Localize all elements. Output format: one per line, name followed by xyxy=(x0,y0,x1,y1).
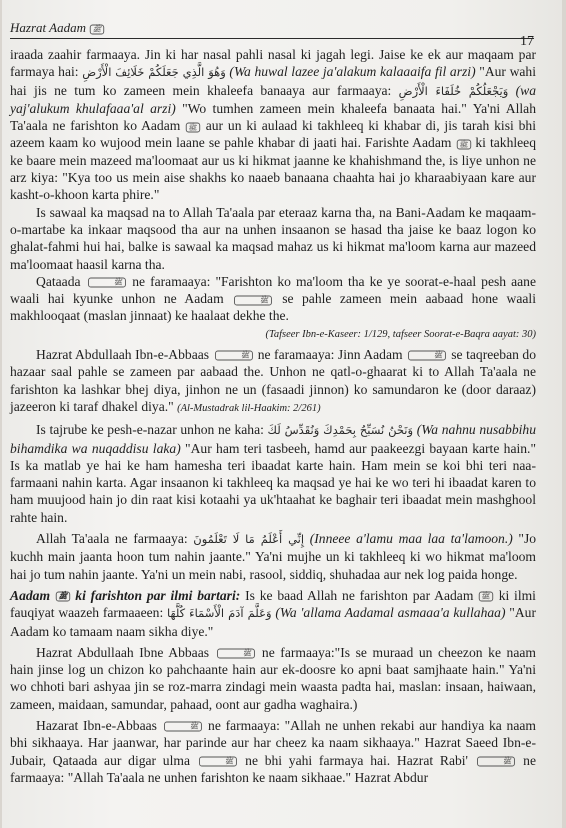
p1-arabic-1: وَهُوَ الَّذِي جَعَلَكُمْ خَلَائِفَ الْأَرْضِ xyxy=(82,65,226,80)
running-head-title: Hazrat Aadam xyxy=(10,20,86,35)
p9-text-c: ne bhi yahi farmaya hai. Hazrat Rabi' xyxy=(245,752,469,768)
p7-text-a: Is ke baad Allah ne farishton par Aadam xyxy=(245,587,474,603)
honorific-seal-icon: ﷺ xyxy=(477,757,515,767)
page-number: 17 xyxy=(520,34,534,49)
p5-arabic: وَنَحْنُ نُسَبِّحُ بِحَمْدِكَ وَنُقَدِّسُ لَكَ xyxy=(267,423,414,438)
paragraph-7 xyxy=(10,587,536,640)
honorific-seal-icon: ﷺ xyxy=(56,592,70,602)
p9-text-b: ne farmaaya: "Allah ne unhen rekabi aur handiya ka naam bhi sikhaaya. Har jaanwar, har parinde aur har cheez ka naam sikhaaya." Hazrat Saeed Ibn-e-Jubair, Qataada aur digar ulma xyxy=(10,717,536,768)
honorific-seal-icon: ﷺ xyxy=(408,351,446,361)
p7-text-c: "Aur Aadam ko tamaam naam sikha diye." xyxy=(10,605,536,639)
honorific-seal-icon: ﷺ xyxy=(164,722,202,732)
p6-translit: (Inneee a'lamu maa laa ta'lamoon.) xyxy=(309,531,513,547)
p3-text-b: ne faramaaya: "Farishton ko ma'loom tha ke ye soorat-e-haal pesh aane waali hai kyunke unhon ne Aadam xyxy=(10,273,537,307)
honorific-seal-icon: ﷺ xyxy=(199,757,237,767)
reference-citation: (Al-Mustadrak lil-Haakim: 2/261) xyxy=(177,402,321,414)
paragraph-1 xyxy=(10,46,536,204)
p6-text-a: Allah Ta'aala ne farmaaya: xyxy=(36,531,188,547)
paragraph-9 xyxy=(10,717,536,786)
p1-translit-1: (Wa huwal lazee ja'alakum kalaaaifa fil arzi) xyxy=(229,64,476,80)
paragraph-3 xyxy=(10,273,536,325)
page-header xyxy=(10,8,534,49)
book-page xyxy=(2,0,562,828)
honorific-seal-icon: ﷺ xyxy=(456,139,470,149)
paragraph-4 xyxy=(10,346,536,417)
p4-text-b: ne faramaaya: Jinn Aadam xyxy=(257,347,403,363)
p1-translit-2: (wa yaj'alukum khulafaaa'al arzi) xyxy=(10,82,536,116)
honorific-seal-icon: ﷺ xyxy=(90,24,104,34)
paragraph-2: Is sawaal ka maqsad na to Allah Ta'aala par eteraaz karna tha, na Bani-Aadam ke maqaam-o-martabe ka inkaar maqsood tha aur na unhen insaanon se hasad tha jaise ke baaz logon ko ghalat-fahmi hui hai, balke is sawaal ka maqsad mahaz us ki hikmat ma'loom karna aur mazeed ma'loomaat haasil karna tha. xyxy=(10,204,536,272)
p1-arabic-2: وَيَجْعَلُكُمْ خُلَفَاءَ الْأَرْضِ xyxy=(398,83,509,98)
p1-text-a: iraada zaahir farmaaya. Jin ki har nasal pahli nasal ki jagah legi. Jaise ke ek aur maqaam par farmaya hai: xyxy=(10,47,536,80)
p7-arabic: وَعَلَّمَ آدَمَ الْأَسْمَاءَ كُلَّهَا xyxy=(167,606,272,621)
honorific-seal-icon: ﷺ xyxy=(215,351,253,361)
honorific-seal-icon: ﷺ xyxy=(88,278,126,288)
section-heading-text: ki farishton par ilmi bartari: xyxy=(75,587,241,603)
honorific-seal-icon: ﷺ xyxy=(479,592,493,602)
p6-arabic: إِنِّي أَعْلَمُ مَا لَا تَعْلَمُونَ xyxy=(193,532,305,547)
running-head xyxy=(10,20,105,36)
p5-translit: (Wa nahnu nusabbihu bihamdika wa nuqaddisu laka) xyxy=(10,422,536,456)
p7-text-b: ki ilmi fauqiyat waazeh farmaaeen: xyxy=(10,587,536,621)
p4-text-a: Hazrat Abdullaah Ibn-e-Abbaas xyxy=(36,347,210,363)
p8-text-a: Hazrat Abdullaah Ibne Abbaas xyxy=(36,644,210,660)
honorific-seal-icon: ﷺ xyxy=(186,122,200,132)
p3-text-c: se pahle zameen mein aabaad hone waali makhlooqaat (maslan jinnaat) ke haalaat dekhe the. xyxy=(10,291,536,324)
p1-text-b: "Aur wahi hai jis ne tum ko zameen mein khaleefa banaaya aur farmaaya: xyxy=(10,64,537,98)
paragraph-8 xyxy=(10,644,536,713)
p6-text-b: "Jo kuchh main jaanta hoon tum nahin jaante." Ya'ni mujhe un ki takhleeq ki wo hikmat ma'loom hai jo tum nahin jaante. Ya'ni un mein nabi, rasool, siddiq, shuhadaa aur nek log paida honge. xyxy=(10,531,537,582)
honorific-seal-icon: ﷺ xyxy=(217,649,255,659)
p5-text-a: Is tajrube ke pesh-e-nazar unhon ne kaha: xyxy=(36,422,264,438)
p1-text-e: ki takhleeq ke baare mein mazeed ma'loomaat aur us ki hikmat jaanne ke khahishmand the, is liye unhon ne arz kiya: "Kya too us mein aise shakhs ko naaeb banaana chaahta hai jo kharaabiyaan kare aur kasht-o-khoon karta phire." xyxy=(10,135,537,203)
reference-citation: (Tafseer Ibn-e-Kaseer: 1/129, tafseer Soorat-e-Baqra aayat: 30) xyxy=(265,328,536,340)
p3-text-a: Qataada xyxy=(36,273,81,289)
p1-text-c: "Wo tumhen zameen mein khaleefa banaata hai." Ya'ni Allah Ta'aala ne farishton ko Aadam xyxy=(10,100,536,134)
paragraph-6 xyxy=(10,530,536,583)
paragraph-5 xyxy=(10,421,536,526)
p1-text-d: aur un ki aulaad ki takhleeq ki khabar di, jis tarah kisi bhi azeem kaam ko wujood mein laane se pahle khabar di jaati hai. Farishte Aadam xyxy=(10,118,536,151)
section-heading-name: Aadam xyxy=(10,587,51,603)
honorific-seal-icon: ﷺ xyxy=(234,295,272,305)
p7-translit: (Wa 'allama Aadamal asmaaa'a kullahaa) xyxy=(275,605,506,621)
p4-text-c: se taqreeban do hazaar saal pahle se zameen par aabaad the. Unhon ne qatl-o-ghaarat ki to Allah Ta'aala ne farishton ka lashkar bhej diya, jinhon ne un (fasaadi jinnon) ko samundaron ke (door daraaz) jazeeron ki taraf dhakel diya." xyxy=(10,347,536,414)
p8-text-b: ne farmaaya:"Is se muraad un cheezon ke naam hain jinse log un chizon ko pahchaante hain aur ek-doosre ko apni baat samjhaate hain." Ya'ni wo chhoti bari ashyaa jin se roz-marra zindagi mein waasta padta hai, maslan: insaan, haiwaan, zameen, maidaan, samundar, pahaad, oont aur gadha waghaira.) xyxy=(10,644,536,712)
page-body xyxy=(10,46,536,828)
p9-text-d: ne farmaaya: "Allah Ta'aala ne unhen farishton ke naam sikhaae." Hazrat Abdur xyxy=(10,752,536,785)
p9-text-a: Hazarat Ibn-e-Abbaas xyxy=(36,717,157,733)
section-heading xyxy=(10,588,245,603)
p5-text-b: "Aur ham teri tasbeeh, hamd aur paakeezgi bayaan karte hain." Is ka matlab ye hai ke ham hamesha teri ibaadat karte hain. Ham mein se koi bhi teri naa-farmaani nahin karta. Agar insaanon ki takhleeq ka maqsad ye hai ke wo teri hi ibaadat karen to ham muujood hain jo din raat kisi kotaahi ya uk'htaahat ke baghair teri ibaadat mein mashghool rahte hain. xyxy=(10,440,537,525)
